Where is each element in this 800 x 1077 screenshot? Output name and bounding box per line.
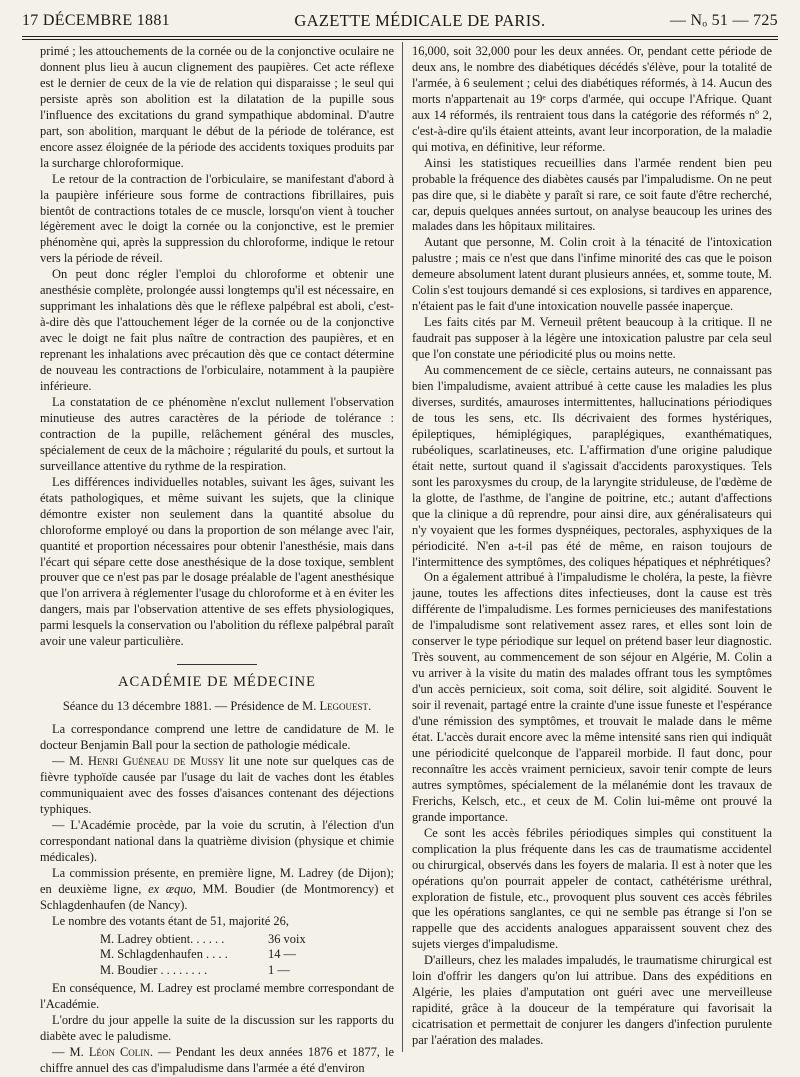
paragraph: primé ; les attouchements de la cornée ou de la conjonctive oculaire ne donnent plus lieu à aucun clignement des paupières. Cet acte réflexe est le dernier de ceux de la vie de relation qui disparaisse ; le seul qui persiste après son abolition est la dilatation de la pupille sous l'influence des excitations du grand sympathique abdominal. D'autre part, son abolition, marquant le début de la période de tolérance, est encore assez éloignée de la période des accidents toxiques produits par la surcharge chloroformique.	[40, 44, 394, 170]
paragraph: Autant que personne, M. Colin croit à la ténacité de l'intoxication palustre ; mais ce n'est que dans l'infime minorité des cas que le poison demeure absolument latent durant plusieurs années, et, somme toute, M. Colin s'est toujours demandé si ces explosions, si tardives en apparence, n'étaient pas le fait d'une intoxication nouvelle passée inaperçue.	[412, 235, 772, 314]
section-separator	[177, 664, 257, 665]
paragraph: — L'Académie procède, par la voie du scrutin, à l'élection d'un correspondant national dans la quatrième division (physique et chimie médicales).	[40, 817, 394, 864]
president-name: Legouest	[319, 699, 369, 714]
header-date: 17 DÉCEMBRE 1881	[22, 12, 170, 29]
header-rule	[22, 36, 778, 40]
seance-end: .	[368, 699, 372, 714]
dash: — M.	[52, 754, 89, 769]
paragraph: Ce sont les accès fébriles périodiques simples qui constituent la complication la plus fréquente dans les cas de traumatisme accidentel ou chirurgical, observés dans les foyers de malaria. Il est à noter que les opérations qu'on pourrait appeler de contact, cathétérisme uréthral, exploration de fistule, etc., provoquent plus souvent ces accès fébriles que les opérations sanglantes, ce qui ne semble pas étrange si l'on se rappelle que des accidents analogues apparaissent souvent chez des sujets vierges d'impaludisme.	[412, 825, 772, 952]
vote-count: 36 voix	[268, 931, 306, 946]
paragraph: Le retour de la contraction de l'orbiculaire, se manifestant d'abord à la paupière inférieure sous forme de contractions fibrillaires, puis bientôt de contractions totales de ce muscle, lorsqu'on vient à toucher légèrement avec le doigt la cornée ou la conjonctive, est le premier phénomène qui, après la suppression du chloroforme, indique le retour vers la période de réveil.	[40, 171, 394, 266]
left-column	[40, 44, 394, 1076]
paragraph-text: La commission présente, en première ligne, M. Ladrey (de Dijon); en deuxième ligne,	[40, 865, 394, 896]
vote-row	[100, 947, 394, 963]
page-header	[22, 8, 778, 34]
dash: — M.	[52, 1045, 89, 1060]
vote-row	[100, 963, 394, 979]
paragraph-text: lit une note sur quelques cas de fièvre typhoïde causée par l'usage du lait de vaches dont les étables communiquaient avec des fosses d'aisances contenant des déjections typhiques.	[40, 754, 394, 816]
section-title: ACADÉMIE DE MÉDECINE	[117, 674, 316, 691]
paragraph: La constatation de ce phénomène n'exclut nullement l'observation minutieuse des autres caractères de la période de tolérance : contraction de la pupille, relâchement général des muscles, spécialement de ceux de la mâchoire ; régularité du pouls, et surtout la surveillance attentive du rythme de la respiration.	[40, 394, 394, 473]
vote-row	[100, 932, 394, 948]
paragraph: On peut donc régler l'emploi du chloroforme et obtenir une anesthésie complète, prolongée aussi longtemps qu'il est nécessaire, en supprimant les inhalations dès que le réflexe palpébral est aboli, c'est-à-dire dès que l'attouchement léger de la cornée ou de la conjonctive avec le doigt ne fait plus naître de contraction des paupières, et en reprenant les inhalations avec précaution dès que ce contact détermine de nouveau les contractions de l'orbiculaire, notamment à la paupière inférieure.	[40, 267, 394, 394]
seance-text: Séance du 13 décembre 1881. — Présidence de M.	[62, 699, 320, 714]
paragraph: Le nombre des votants étant de 51, majorité 26,	[52, 913, 289, 928]
paragraph	[40, 866, 394, 914]
paragraph: 16,000, soit 32,000 pour les deux années. Or, pendant cette période de deux ans, le nombre des diabétiques décédés s'élève, pour la totalité de l'armée, à 6 seulement ; celui des diabétiques réformés, à 14. Aucun des morts n'appartenait au 19ᵉ corps d'armée, qui occupe l'Afrique. Quant aux 14 réformés, ils rentraient tous dans la catégorie des réformés nº 2, c'est-à-dire qu'ils étaient atteints, avant leur incorporation, de la maladie qui motiva, en définitive, leur réforme.	[412, 44, 772, 154]
header-title: GAZETTE MÉDICALE DE PARIS.	[294, 11, 546, 30]
vote-count: 14 —	[268, 947, 296, 962]
paragraph: Au commencement de ce siècle, certains auteurs, ne connaissant pas bien l'impaludisme, avaient attribué à cette cause les maladies les plus diverses, surdités, amauroses intermittentes, hallucinations périodiques de tous les sens, etc. Ils décrivaient des formes hystériques, épileptiques, hémiplégiques, paraplégiques, exanthématiques, rubéoliques, scarlatineuses, etc. L'affirmation d'une origine paludique était nette, surtout quand il s'agissait d'accidents paroxystiques. Tels sont les paroxysmes du croup, de la laryngite striduleuse, de l'œdème de la glotte, de l'asthme, de l'angine de poitrine, etc.; autant d'affections que la clinique a dû reprendre, pour ainsi dire, aux généralisateurs qui n'y voyaient que les formes dyspnéiques, pectorales, asphyxiques de la périodicité. N'en a-t-il pas été de même, en raison toujours de l'intermittence des symptômes, des coliques hépatiques et néphrétiques?	[412, 363, 772, 569]
paragraph: En conséquence, M. Ladrey est proclamé membre correspondant de l'Académie.	[40, 981, 394, 1012]
paragraph	[40, 754, 394, 818]
paragraph: D'ailleurs, chez les malades impaludés, le traumatisme chirurgical est loin d'offrir les dangers qu'on lui attribue. Dans des expéditions en Algérie, les plaies d'amputation ont guéri avec une merveilleuse rapidité, grâce à la douceur de la température qui favorisait la cicatrisation et permettait de conjurer les dangers d'infection purulente par l'aération des malades.	[412, 953, 772, 1048]
paragraph: L'ordre du jour appelle la suite de la discussion sur les rapports du diabète avec le paludisme.	[40, 1013, 394, 1044]
seance-line	[40, 699, 394, 715]
paragraph: Les différences individuelles notables, suivant les âges, suivant les états pathologiques, et même suivant les sujets, que la clinique démontre exister non seulement dans la quantité absolue du chloroforme employé ou dans la proportion de son mélange avec l'air, quantité et proportion nécessaires pour obtenir l'anesthésie, mais dans l'écart qui sépare cette dose anesthésique de la dose toxique, semblent prouver que ce n'est pas par le dosage préalable de l'agent anesthésique que l'on arrivera à réglementer l'usage du chloroforme et à en éviter les dangers, mais par l'observation attentive de ses effets physiologiques, parmi lesquels la conservation ou l'abolition du réflexe palpébral paraît avoir une valeur particulière.	[40, 474, 394, 649]
column-divider	[402, 42, 403, 1052]
paragraph: On a également attribué à l'impaludisme le choléra, la peste, la fièvre jaune, toutes les affections dites infectieuses, dont la cause est très différente de l'impaludisme. Les formes pernicieuses des manifestations de l'impaludisme sont relativement assez rares, et elles sont loin de conserver le type périodique sur lequel on prétend baser leur diagnostic. Très souvent, au commencement de son séjour en Algérie, M. Colin a vu arriver à la visite du matin des malades offrant tous les symptômes d'un accès pernicieux, soit coma, soit délire, soit algidité. Souvent le soir il revenait, partagé entre la crainte d'une issue funeste et l'espérance d'une rémission des symptômes, et trouvait le malade dans le même état. L'accès durait encore avec la même intensité sans rien qui indiquât une périodicité quelconque de l'appareil morbide. Il faut donc, pour reconnaître les accès vraiment pernicieux, savoir tenir compte de leurs autres symptômes, spécialement de la mélanémie dont les travaux de Frerichs, Kelsch, etc., et ceux de M. Colin lui-même ont prouvé la grande importance.	[412, 570, 772, 824]
paragraph: Ainsi les statistiques recueillies dans l'armée rendent bien peu probable la fréquence des diabètes causés par l'impaludisme. On ne peut pas dire que, si le diabète y paraît si rare, ce soit faute d'être recherché, car, depuis quelques années surtout, on analyse beaucoup les urines des malades dans les hôpitaux militaires.	[412, 155, 772, 234]
right-column	[412, 44, 772, 1054]
italic-text: ex æquo	[148, 881, 193, 896]
header-issue: — Nₒ 51 — 725	[669, 12, 778, 29]
speaker-name: Henri Guéneau de Mussy	[88, 754, 225, 769]
paragraph-text: , MM. Boudier (de Montmorency) et Schlagdenhaufen (de Nancy).	[40, 881, 394, 912]
speaker-name: Léon Colin	[88, 1045, 150, 1060]
paragraph: Les faits cités par M. Verneuil prêtent beaucoup à la critique. Il ne faudrait pas supposer à la légère une intoxication palustre par cela seul que l'on constate une périodicité plus ou moins nette.	[412, 315, 772, 362]
candidate-name: M. Boudier . . . . . . . .	[100, 963, 208, 978]
vote-count: 1 —	[268, 963, 290, 978]
paragraph	[40, 1045, 394, 1077]
candidate-name: M. Ladrey obtient. . . . . .	[100, 931, 225, 946]
candidate-name: M. Schlagdenhaufen . . . .	[100, 947, 228, 962]
paragraph-text: . — Pendant les deux années 1876 et 1877, le chiffre annuel des cas d'impaludisme dans l'armée a été d'environ	[40, 1045, 394, 1076]
vote-results	[100, 932, 394, 980]
paragraph: La correspondance comprend une lettre de candidature de M. le docteur Benjamin Ball pour la section de pathologie médicale.	[40, 722, 394, 753]
